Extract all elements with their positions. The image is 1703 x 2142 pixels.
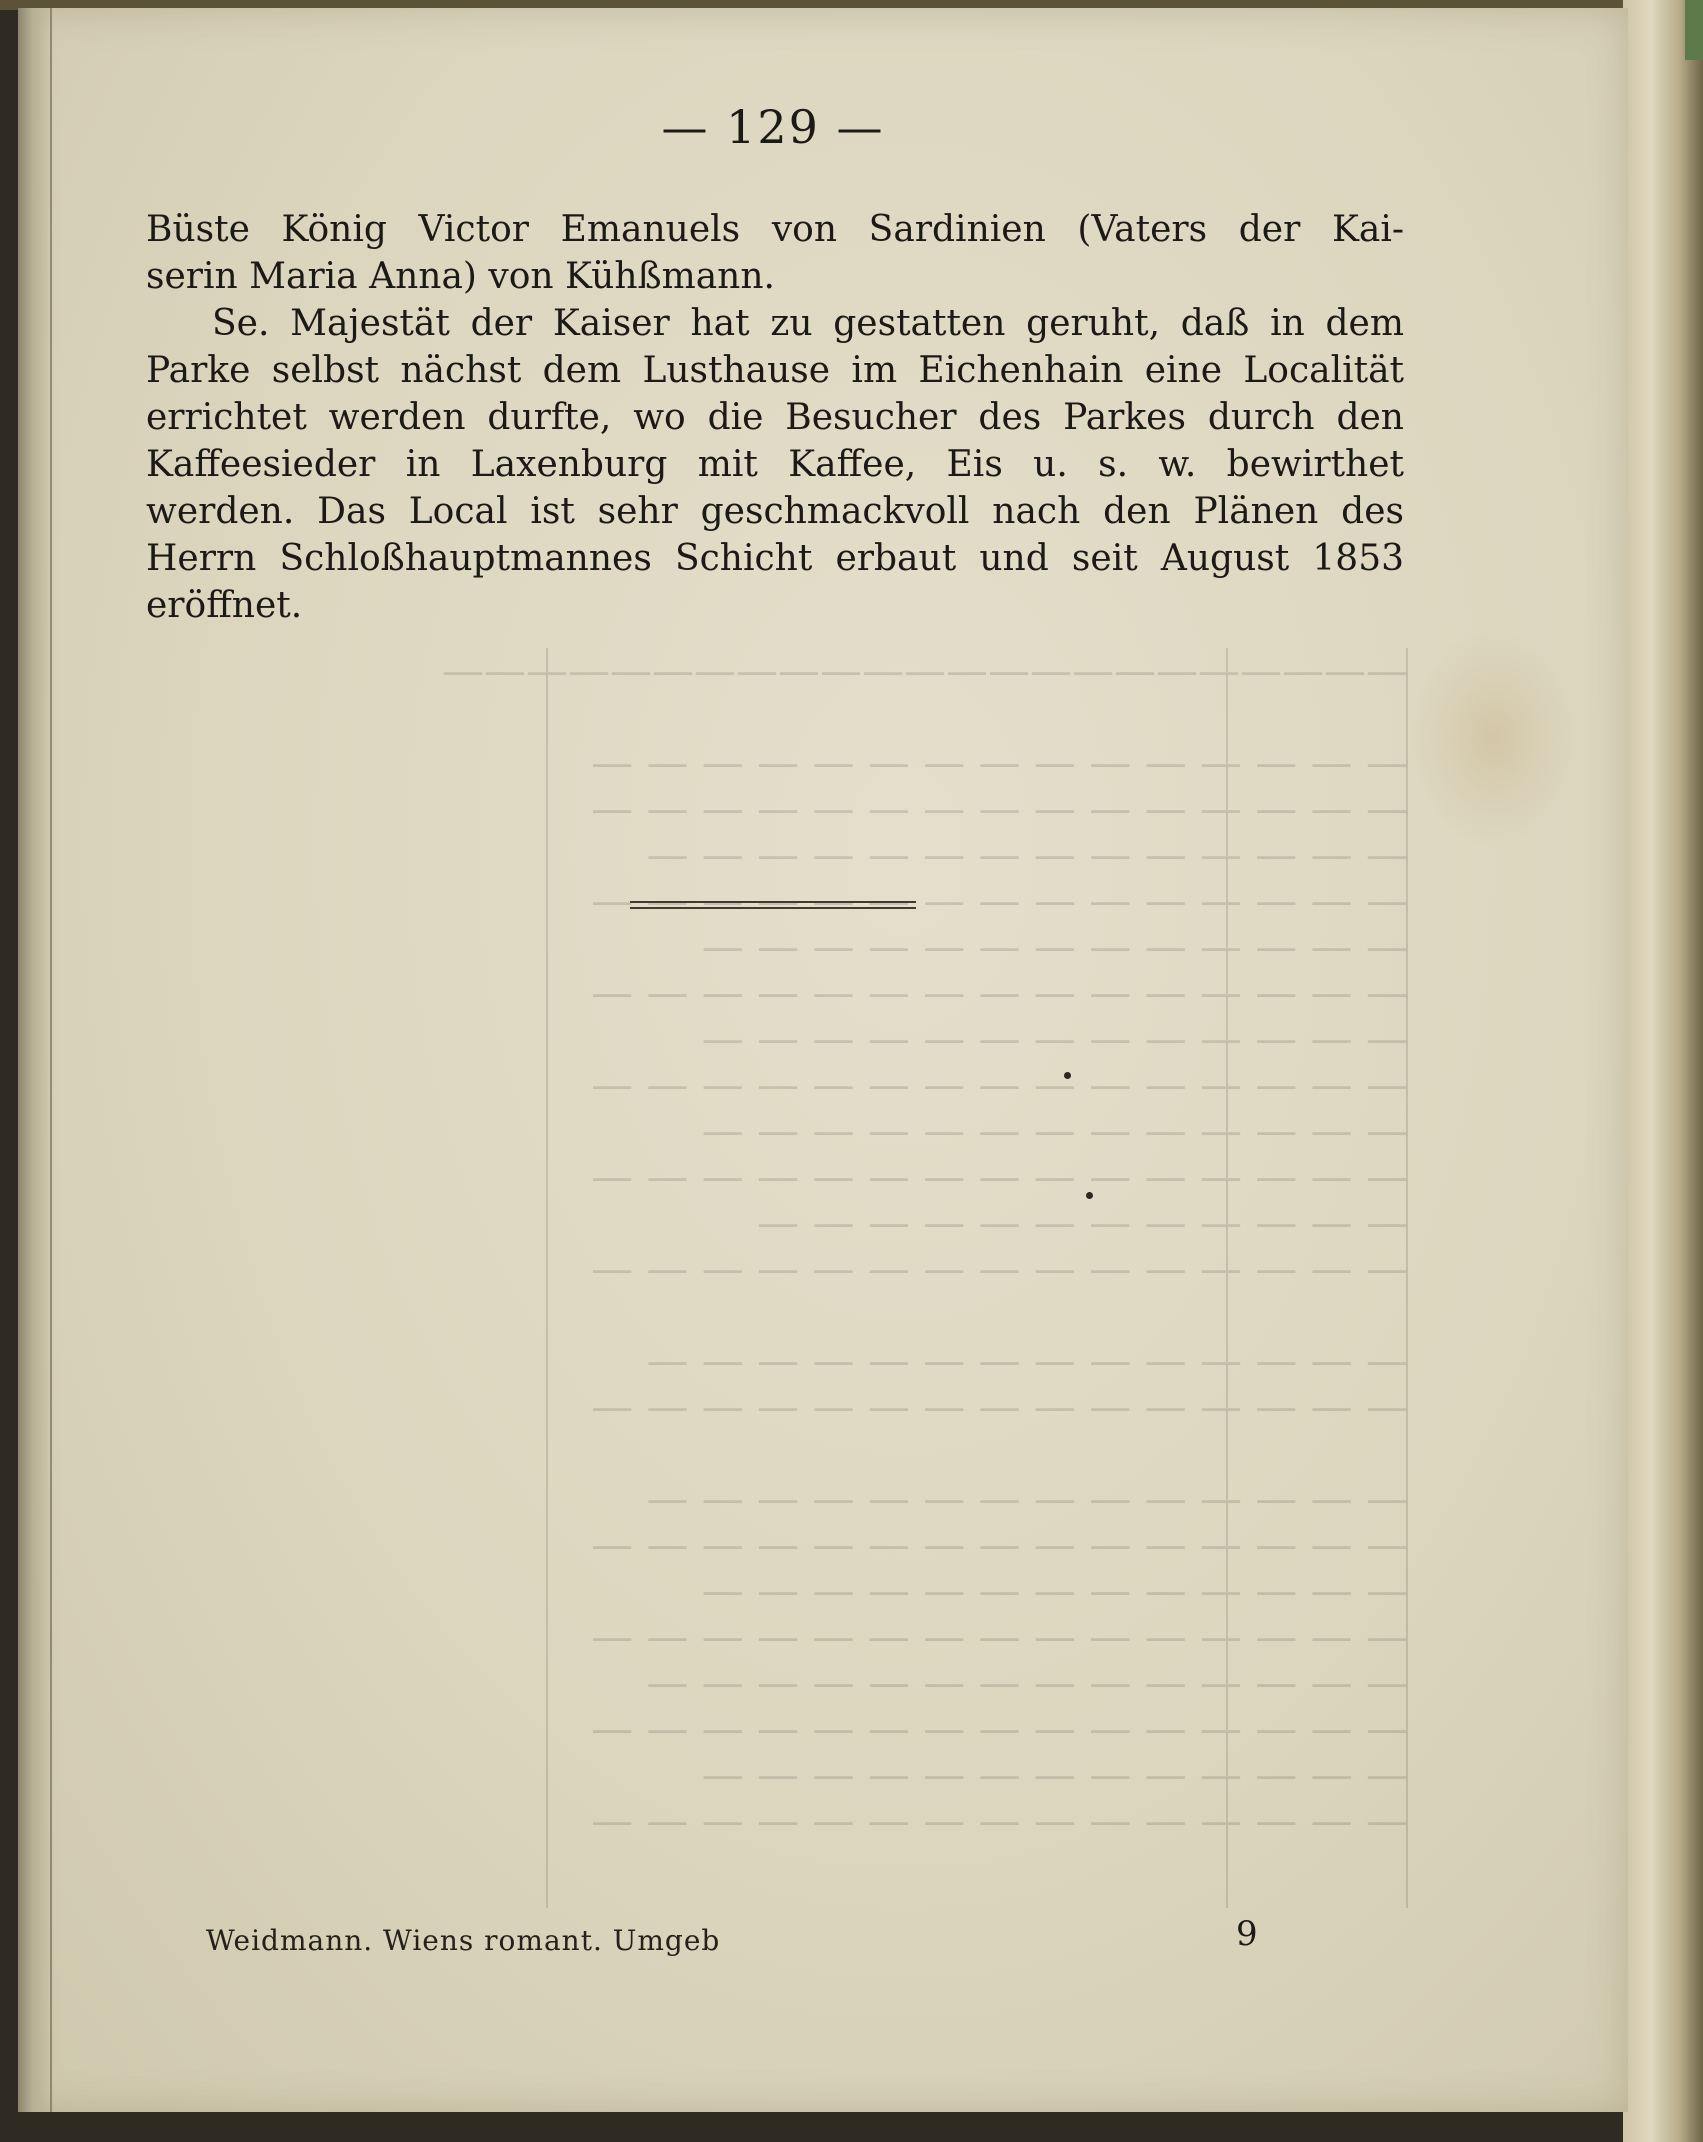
- ink-speck: [1086, 1192, 1093, 1199]
- body-text: [146, 206, 1404, 629]
- gutter-fold-line: [50, 8, 52, 2112]
- text-line: Parke selbst nächst dem Lusthause im Eichenhain eine Localität: [146, 350, 1404, 391]
- text-line: werden. Das Local ist sehr geschmackvoll nach den Plänen des: [146, 491, 1404, 532]
- page-number: — 129 —: [661, 100, 885, 154]
- sheet-signature-number: 9: [1236, 1914, 1258, 1954]
- text-line: errichtet werden durfte, wo die Besucher des Parkes durch den: [146, 397, 1404, 438]
- text-line: Se. Majestät der Kaiser hat zu gestatten geruht, daß in dem: [212, 303, 1404, 344]
- page-gutter: [18, 8, 54, 2112]
- paper-stain: [1408, 628, 1578, 848]
- text-line: serin Maria Anna) von Kühßmann.: [146, 256, 775, 297]
- bleed-through-table: ——————————————————————— — — — — — — — — — — — — — — — — — — — — — — — — — — — — — — — — — — — — — — — — — — — — — — — — — — — — — — — — — — — — — — — — — — — — — — — — — — — — — — — — — — — — — — — — — — — — — — — — — — — — — — — — — — — — — — — — — — — — — — — — — — — — — — — — — — — — — — — — — — — — — — — — — — — — — — — — — — — — — — — — — — — — — — — — — — — — — — — — — — — — — — — — — — — — — — — — — — — — — — — — — — — — — — — — — — — — — — — — — — — — — — — — — — — — — — — — — — — — — — — — — — — — — — — — — — — — — — — — — — — — — — — — — — — — — — — — — — — — — — — — — — — — — — — — — — — — — — — — — — — — — — — — — — — — — — — — —: [128, 648, 1408, 1908]
- ink-speck: [1064, 1072, 1071, 1079]
- cover-edge: [1685, 0, 1703, 60]
- text-line: Herrn Schloßhauptmannes Schicht erbaut und seit August 1853: [146, 538, 1404, 579]
- text-line: Kaffeesieder in Laxenburg mit Kaffee, Eis u. s. w. bewirthet: [146, 444, 1404, 485]
- signature-line: Weidmann. Wiens romant. Umgeb: [206, 1924, 721, 1957]
- adjacent-page-edge: [1623, 0, 1703, 2142]
- book-page: [18, 8, 1628, 2112]
- section-divider: [630, 901, 916, 913]
- text-line: eröffnet.: [146, 585, 303, 626]
- text-line: Büste König Victor Emanuels von Sardinien (Vaters der Kai-: [146, 209, 1404, 250]
